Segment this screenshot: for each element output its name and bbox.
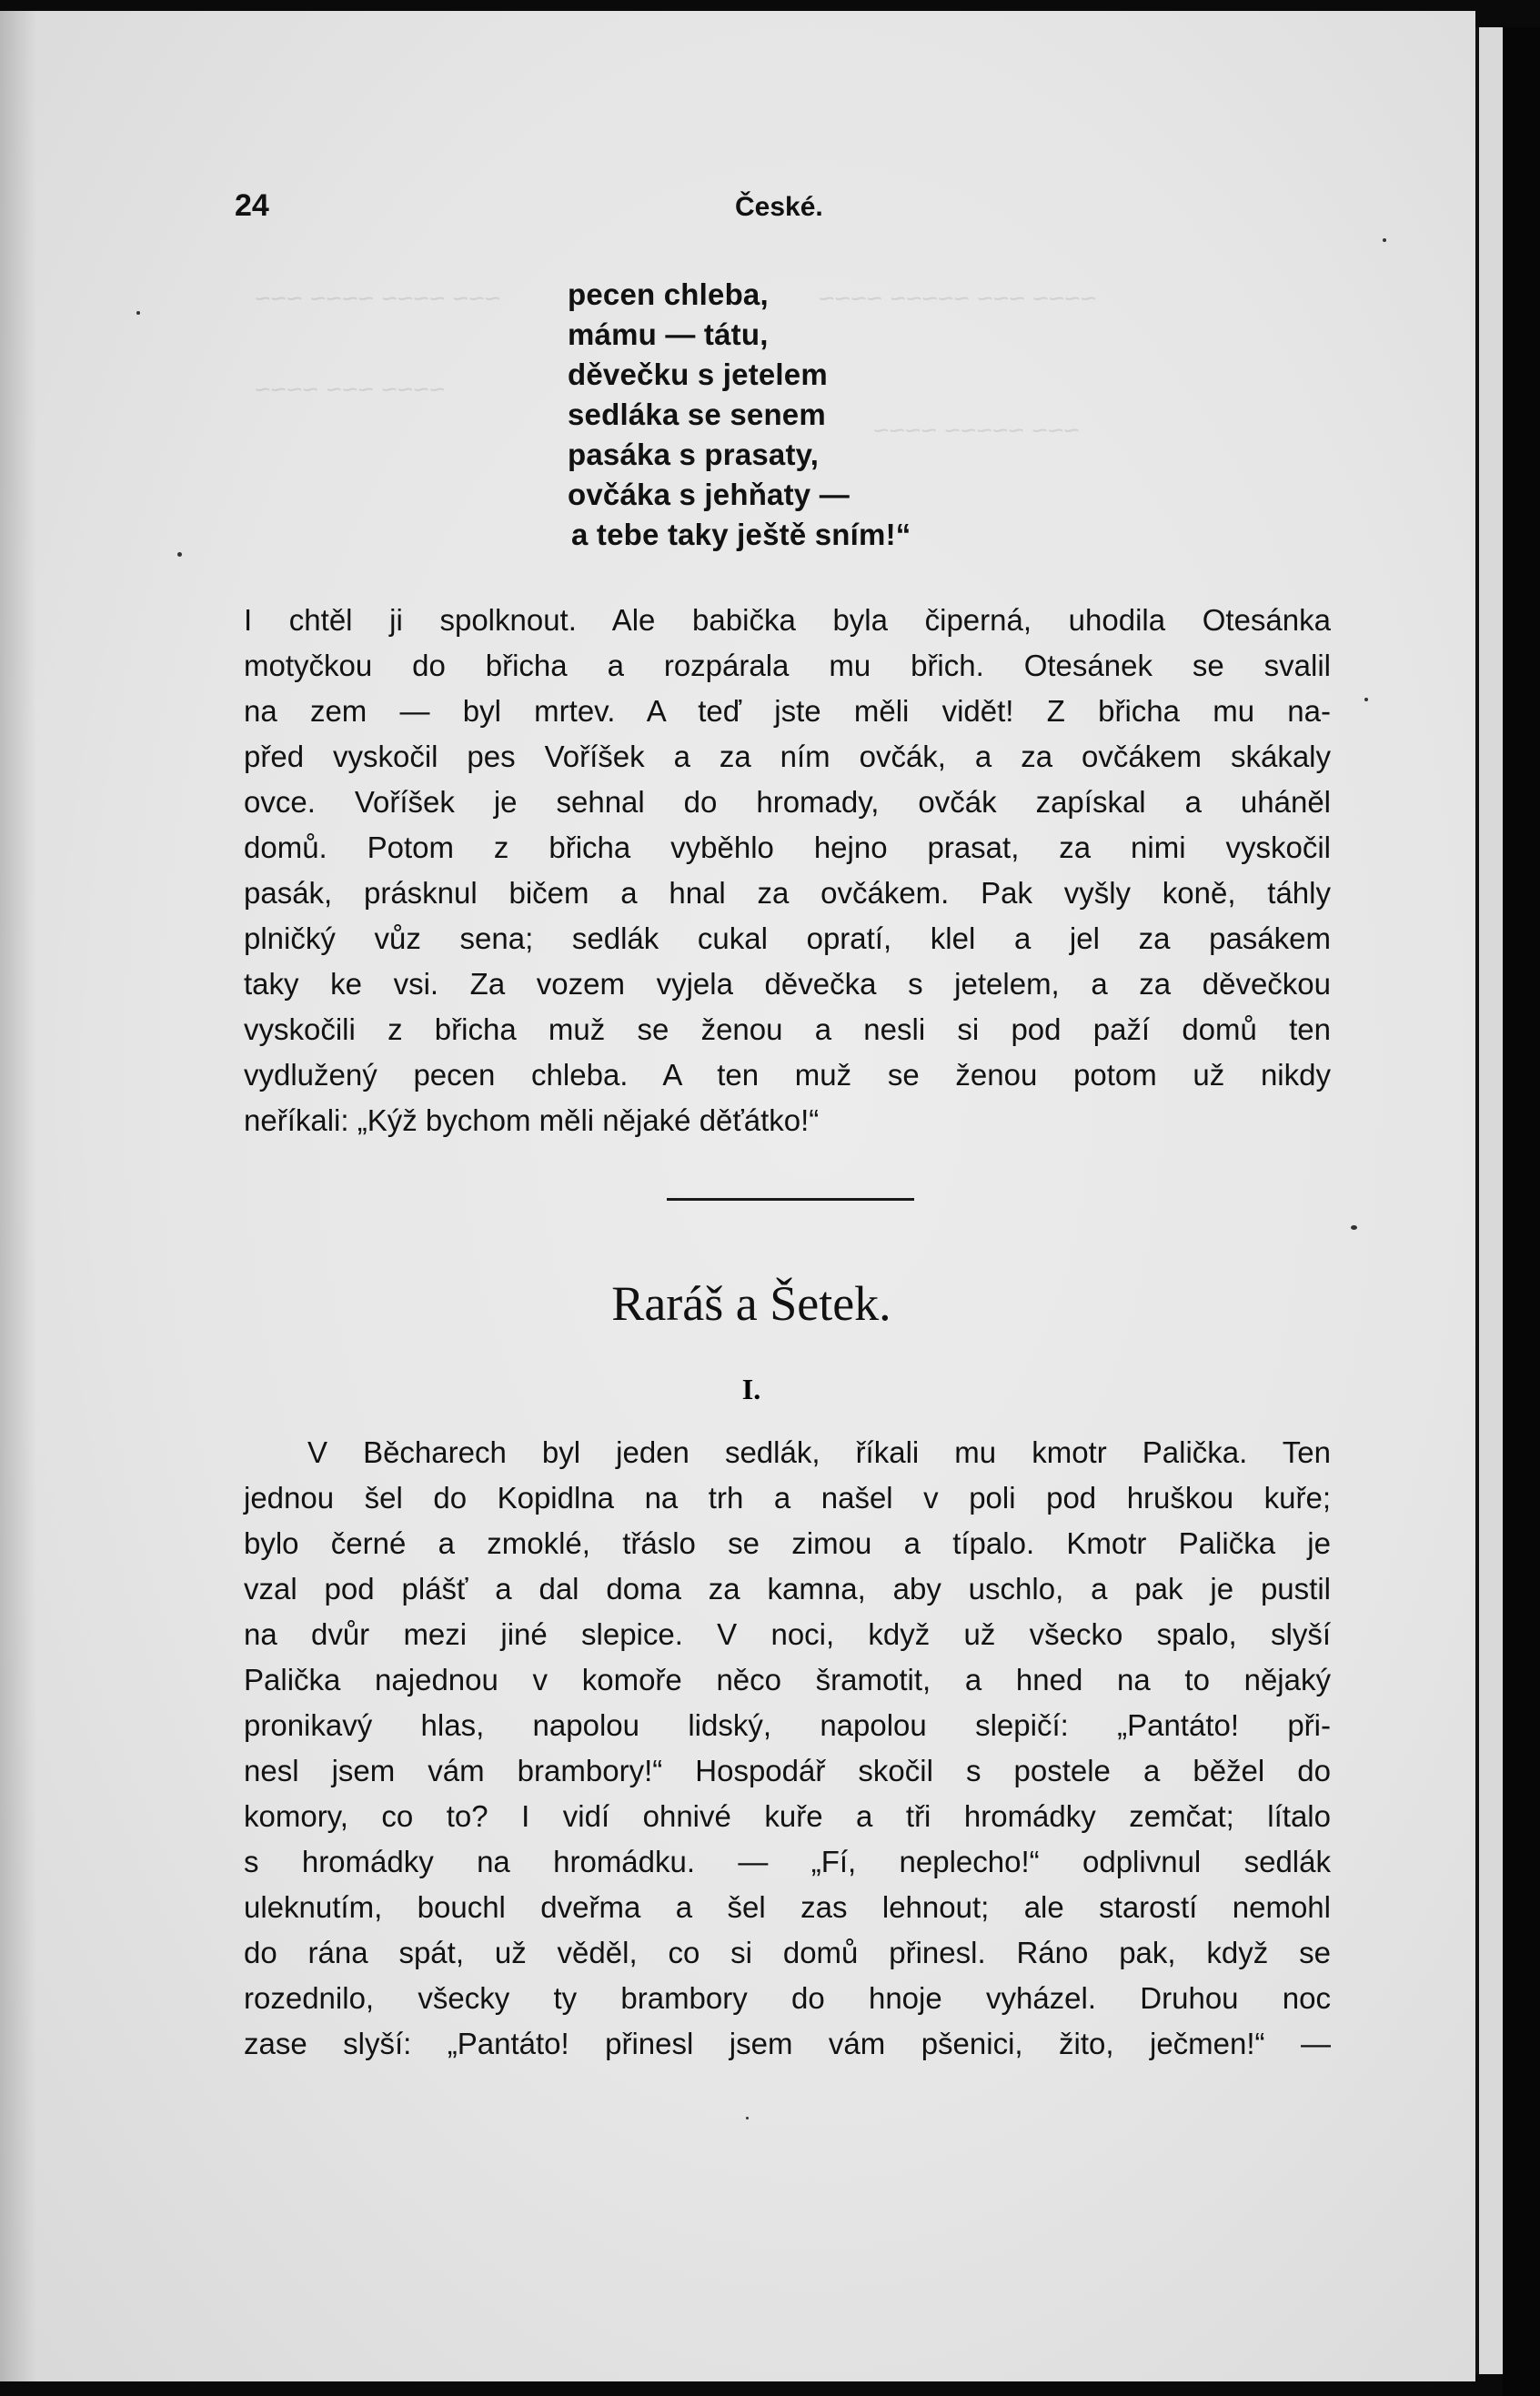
verse-line: a tebe taky ještě sním!“ <box>571 518 911 551</box>
text-line: taky ke vsi. Za vozem vyjela děvečka s jetelem, a za děvečkou <box>244 967 1331 1001</box>
paragraph-otesanek-ending <box>244 598 1331 1143</box>
bleed-through: ~~~~ ~~~ ~~~~ <box>255 375 446 405</box>
bleed-through: ~~~ ~~~~ ~~~~ ~~~ <box>255 284 501 314</box>
text-line: I chtěl ji spolknout. Ale babička byla čiperná, uhodila Otesánka <box>244 603 1331 637</box>
verse-line: pasáka s prasaty, <box>568 438 820 471</box>
text-line: rozednilo, všecky ty brambory do hnoje vyházel. Druhou noc <box>244 1981 1331 2015</box>
section-numeral: I. <box>741 1373 761 1405</box>
book-page <box>0 11 1475 2381</box>
text-line: do rána spát, už věděl, co si domů přinesl. Ráno pak, když se <box>244 1936 1331 1969</box>
text-line: pronikavý hlas, napolou lidský, napolou slepičí: „Pantáto! při- <box>244 1708 1331 1742</box>
text-line: nesl jsem vám brambory!“ Hospodář skočil s postele a běžel do <box>244 1754 1331 1787</box>
verse-line: mámu — tátu, <box>568 317 769 351</box>
verse-line: děvečku s jetelem <box>568 357 828 391</box>
text-line: Palička najednou v komoře něco šramotit, a hned na to nějaký <box>244 1663 1331 1696</box>
running-title: České. <box>735 192 823 222</box>
text-line: vydlužený pecen chleba. A ten muž se ženou potom už nikdy <box>244 1058 1331 1092</box>
running-header <box>0 188 1475 234</box>
text-line: V Běcharech byl jeden sedlák, říkali mu kmotr Palička. Ten <box>307 1435 1331 1469</box>
text-line: neříkali: „Kýž bychom měli nějaké děťátko!“ <box>244 1103 820 1137</box>
text-line: zase slyší: „Pantáto! přinesl jsem vám pšenici, žito, ječmen!“ — <box>244 2027 1331 2060</box>
text-line: vyskočili z břicha muž se ženou a nesli si pod paží domů ten <box>244 1012 1331 1046</box>
chapter-title: Raráš a Šetek. <box>611 1276 891 1331</box>
scan-speck <box>136 311 140 315</box>
text-line: bylo černé a zmoklé, třáslo se zimou a típalo. Kmotr Palička je <box>244 1526 1331 1560</box>
text-line: vzal pod plášť a dal doma za kamna, aby uschlo, a pak je pustil <box>244 1572 1331 1606</box>
text-line: domů. Potom z břicha vyběhlo hejno prasat, za nimi vyskočil <box>244 831 1331 864</box>
scan-speck <box>177 552 182 557</box>
text-line: s hromádky na hromádku. — „Fí, neplecho!“ odplivnul sedlák <box>244 1845 1331 1878</box>
text-line: uleknutím, bouchl dveřma a šel zas lehnout; ale starostí nemohl <box>244 1890 1331 1924</box>
text-line: na dvůr mezi jiné slepice. V noci, když už všecko spalo, slyší <box>244 1617 1331 1651</box>
bleed-through: ~~~ ~~~~~ ~~~~ <box>873 416 1080 446</box>
paragraph-rarash-opening <box>244 1430 1331 2067</box>
verse-line: pecen chleba, <box>568 277 769 311</box>
bleed-through: ~~~~ ~~~ ~~~~~ ~~~~ <box>819 284 1097 314</box>
gutter-shadow <box>0 11 36 2381</box>
scan-speck <box>746 2117 749 2119</box>
text-line: ovce. Voříšek je sehnal do hromady, ovčák zapískal a uháněl <box>244 785 1331 819</box>
text-line: na zem — byl mrtev. A teď jste měli vidět! Z břicha mu na- <box>244 694 1331 728</box>
scan-speck <box>1364 698 1368 701</box>
page-number: 24 <box>235 188 269 223</box>
scan-speck <box>1351 1225 1357 1230</box>
next-page-edge <box>1475 27 1506 2374</box>
text-line: pasák, prásknul bičem a hnal za ovčákem. Pak vyšly koně, táhly <box>244 876 1331 910</box>
verse-block <box>568 275 1204 555</box>
verse-line: sedláka se senem <box>568 398 826 431</box>
section-divider <box>667 1198 914 1201</box>
text-line: motyčkou do břicha a rozpárala mu břich. Otesánek se svalil <box>244 649 1331 682</box>
text-line: plničký vůz sena; sedlák cukal opratí, klel a jel za pasákem <box>244 921 1331 955</box>
text-line: komory, co to? I vidí ohnivé kuře a tři hromádky zemčat; lítalo <box>244 1799 1331 1833</box>
scan-speck <box>1383 238 1386 242</box>
verse-line: ovčáka s jehňaty — <box>568 478 850 511</box>
text-line: před vyskočil pes Voříšek a za ním ovčák, a za ovčákem skákaly <box>244 740 1331 773</box>
text-line: jednou šel do Kopidlna na trh a našel v poli pod hruškou kuře; <box>244 1481 1331 1515</box>
scanner-border <box>1503 27 1540 2396</box>
